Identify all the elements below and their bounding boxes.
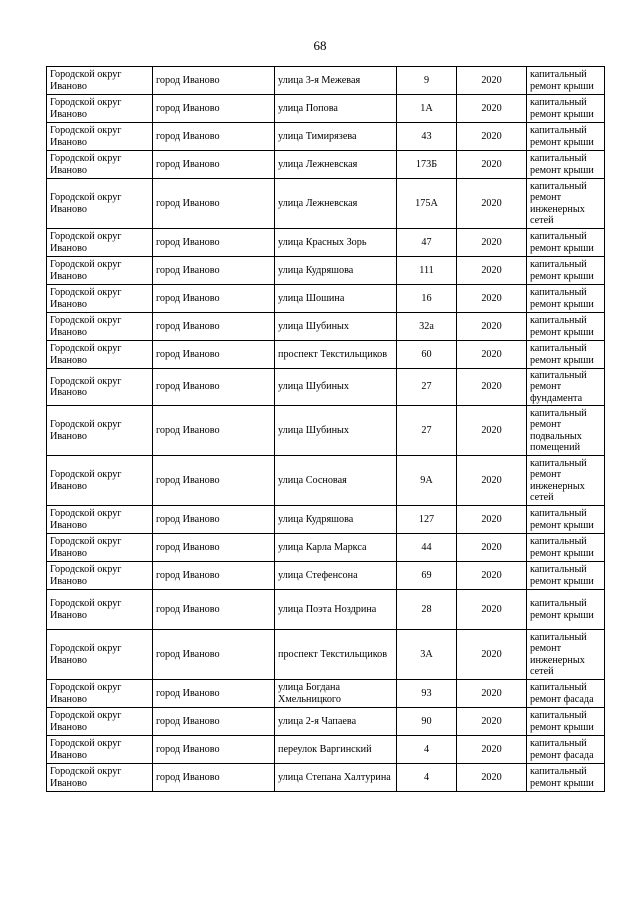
street-cell: улица Шубиных [275, 369, 397, 406]
work-type-cell: капитальный ремонт крыши [527, 67, 605, 95]
district-cell: Городской округ Иваново [47, 562, 153, 590]
district-cell: Городской округ Иваново [47, 179, 153, 229]
work-type-cell: капитальный ремонт крыши [527, 506, 605, 534]
table-row [47, 562, 605, 590]
house-number-cell: 47 [397, 229, 457, 257]
work-type-cell: капитальный ремонт крыши [527, 562, 605, 590]
street-cell: улица Стефенсона [275, 562, 397, 590]
city-cell: город Иваново [153, 229, 275, 257]
district-cell: Городской округ Иваново [47, 123, 153, 151]
table-row [47, 123, 605, 151]
table-body [47, 67, 605, 792]
table-row [47, 406, 605, 456]
city-cell: город Иваново [153, 534, 275, 562]
district-cell: Городской округ Иваново [47, 534, 153, 562]
work-type-cell: капитальный ремонт крыши [527, 341, 605, 369]
city-cell: город Иваново [153, 313, 275, 341]
house-number-cell: 27 [397, 369, 457, 406]
house-number-cell: 111 [397, 257, 457, 285]
district-cell: Городской округ Иваново [47, 95, 153, 123]
year-cell: 2020 [457, 285, 527, 313]
house-number-cell: 43 [397, 123, 457, 151]
table-row [47, 736, 605, 764]
district-cell: Городской округ Иваново [47, 285, 153, 313]
city-cell: город Иваново [153, 257, 275, 285]
city-cell: город Иваново [153, 630, 275, 680]
year-cell: 2020 [457, 506, 527, 534]
house-number-cell: 9А [397, 456, 457, 506]
year-cell: 2020 [457, 736, 527, 764]
street-cell: проспект Текстильщиков [275, 341, 397, 369]
district-cell: Городской округ Иваново [47, 590, 153, 630]
year-cell: 2020 [457, 341, 527, 369]
year-cell: 2020 [457, 95, 527, 123]
year-cell: 2020 [457, 630, 527, 680]
work-type-cell: капитальный ремонт фасада [527, 736, 605, 764]
house-number-cell: 32а [397, 313, 457, 341]
work-type-cell: капитальный ремонт крыши [527, 95, 605, 123]
street-cell: улица Кудряшова [275, 257, 397, 285]
district-cell: Городской округ Иваново [47, 764, 153, 792]
work-type-cell: капитальный ремонт крыши [527, 534, 605, 562]
year-cell: 2020 [457, 257, 527, 285]
page-number: 68 [313, 38, 327, 53]
work-type-cell: капитальный ремонт подвальных помещений [527, 406, 605, 456]
house-number-cell: 69 [397, 562, 457, 590]
district-cell: Городской округ Иваново [47, 341, 153, 369]
year-cell: 2020 [457, 123, 527, 151]
table-row [47, 285, 605, 313]
street-cell: улица Лежневская [275, 151, 397, 179]
year-cell: 2020 [457, 562, 527, 590]
district-cell: Городской округ Иваново [47, 708, 153, 736]
house-number-cell: 60 [397, 341, 457, 369]
work-type-cell: капитальный ремонт крыши [527, 123, 605, 151]
city-cell: город Иваново [153, 506, 275, 534]
district-cell: Городской округ Иваново [47, 67, 153, 95]
street-cell: улица Шубиных [275, 313, 397, 341]
district-cell: Городской округ Иваново [47, 630, 153, 680]
house-number-cell: 175А [397, 179, 457, 229]
street-cell: улица Степана Халтурина [275, 764, 397, 792]
year-cell: 2020 [457, 369, 527, 406]
table-row [47, 708, 605, 736]
house-number-cell: 44 [397, 534, 457, 562]
year-cell: 2020 [457, 179, 527, 229]
table-row [47, 313, 605, 341]
district-cell: Городской округ Иваново [47, 369, 153, 406]
street-cell: улица Карла Маркса [275, 534, 397, 562]
work-type-cell: капитальный ремонт инженерных сетей [527, 179, 605, 229]
house-number-cell: 127 [397, 506, 457, 534]
city-cell: город Иваново [153, 680, 275, 708]
year-cell: 2020 [457, 229, 527, 257]
year-cell: 2020 [457, 680, 527, 708]
work-type-cell: капитальный ремонт крыши [527, 764, 605, 792]
repair-registry-table [46, 66, 605, 792]
district-cell: Городской округ Иваново [47, 736, 153, 764]
house-number-cell: 9 [397, 67, 457, 95]
city-cell: город Иваново [153, 764, 275, 792]
table-row [47, 341, 605, 369]
house-number-cell: 90 [397, 708, 457, 736]
year-cell: 2020 [457, 764, 527, 792]
table-row [47, 257, 605, 285]
street-cell: улица Красных Зорь [275, 229, 397, 257]
city-cell: город Иваново [153, 562, 275, 590]
table-row [47, 534, 605, 562]
house-number-cell: 16 [397, 285, 457, 313]
house-number-cell: 27 [397, 406, 457, 456]
street-cell: улица Тимирязева [275, 123, 397, 151]
work-type-cell: капитальный ремонт крыши [527, 313, 605, 341]
house-number-cell: 1А [397, 95, 457, 123]
work-type-cell: капитальный ремонт фасада [527, 680, 605, 708]
work-type-cell: капитальный ремонт крыши [527, 229, 605, 257]
year-cell: 2020 [457, 313, 527, 341]
table-row [47, 630, 605, 680]
street-cell: улица Попова [275, 95, 397, 123]
city-cell: город Иваново [153, 406, 275, 456]
street-cell: улица Лежневская [275, 179, 397, 229]
district-cell: Городской округ Иваново [47, 313, 153, 341]
year-cell: 2020 [457, 590, 527, 630]
work-type-cell: капитальный ремонт крыши [527, 590, 605, 630]
table-row [47, 506, 605, 534]
city-cell: город Иваново [153, 123, 275, 151]
year-cell: 2020 [457, 406, 527, 456]
year-cell: 2020 [457, 534, 527, 562]
district-cell: Городской округ Иваново [47, 406, 153, 456]
table-row [47, 95, 605, 123]
table-row [47, 590, 605, 630]
table-row [47, 229, 605, 257]
district-cell: Городской округ Иваново [47, 257, 153, 285]
work-type-cell: капитальный ремонт фундамента [527, 369, 605, 406]
table-row [47, 764, 605, 792]
street-cell: улица Богдана Хмельницкого [275, 680, 397, 708]
street-cell: улица Кудряшова [275, 506, 397, 534]
district-cell: Городской округ Иваново [47, 229, 153, 257]
street-cell: улица 2-я Чапаева [275, 708, 397, 736]
table-row [47, 67, 605, 95]
city-cell: город Иваново [153, 179, 275, 229]
work-type-cell: капитальный ремонт инженерных сетей [527, 630, 605, 680]
city-cell: город Иваново [153, 708, 275, 736]
street-cell: улица Поэта Ноздрина [275, 590, 397, 630]
city-cell: город Иваново [153, 341, 275, 369]
table-row [47, 151, 605, 179]
city-cell: город Иваново [153, 590, 275, 630]
district-cell: Городской округ Иваново [47, 151, 153, 179]
work-type-cell: капитальный ремонт инженерных сетей [527, 456, 605, 506]
street-cell: проспект Текстильщиков [275, 630, 397, 680]
year-cell: 2020 [457, 67, 527, 95]
district-cell: Городской округ Иваново [47, 456, 153, 506]
city-cell: город Иваново [153, 67, 275, 95]
year-cell: 2020 [457, 456, 527, 506]
street-cell: переулок Варгинский [275, 736, 397, 764]
city-cell: город Иваново [153, 369, 275, 406]
street-cell: улица Шошина [275, 285, 397, 313]
city-cell: город Иваново [153, 736, 275, 764]
house-number-cell: 4 [397, 736, 457, 764]
table-row [47, 456, 605, 506]
year-cell: 2020 [457, 151, 527, 179]
street-cell: улица 3-я Межевая [275, 67, 397, 95]
table-row [47, 369, 605, 406]
city-cell: город Иваново [153, 95, 275, 123]
district-cell: Городской округ Иваново [47, 506, 153, 534]
work-type-cell: капитальный ремонт крыши [527, 708, 605, 736]
work-type-cell: капитальный ремонт крыши [527, 257, 605, 285]
city-cell: город Иваново [153, 456, 275, 506]
street-cell: улица Шубиных [275, 406, 397, 456]
work-type-cell: капитальный ремонт крыши [527, 285, 605, 313]
house-number-cell: 93 [397, 680, 457, 708]
house-number-cell: 173Б [397, 151, 457, 179]
district-cell: Городской округ Иваново [47, 680, 153, 708]
table-row [47, 680, 605, 708]
year-cell: 2020 [457, 708, 527, 736]
house-number-cell: 3А [397, 630, 457, 680]
street-cell: улица Сосновая [275, 456, 397, 506]
house-number-cell: 4 [397, 764, 457, 792]
city-cell: город Иваново [153, 285, 275, 313]
table-row [47, 179, 605, 229]
work-type-cell: капитальный ремонт крыши [527, 151, 605, 179]
house-number-cell: 28 [397, 590, 457, 630]
city-cell: город Иваново [153, 151, 275, 179]
